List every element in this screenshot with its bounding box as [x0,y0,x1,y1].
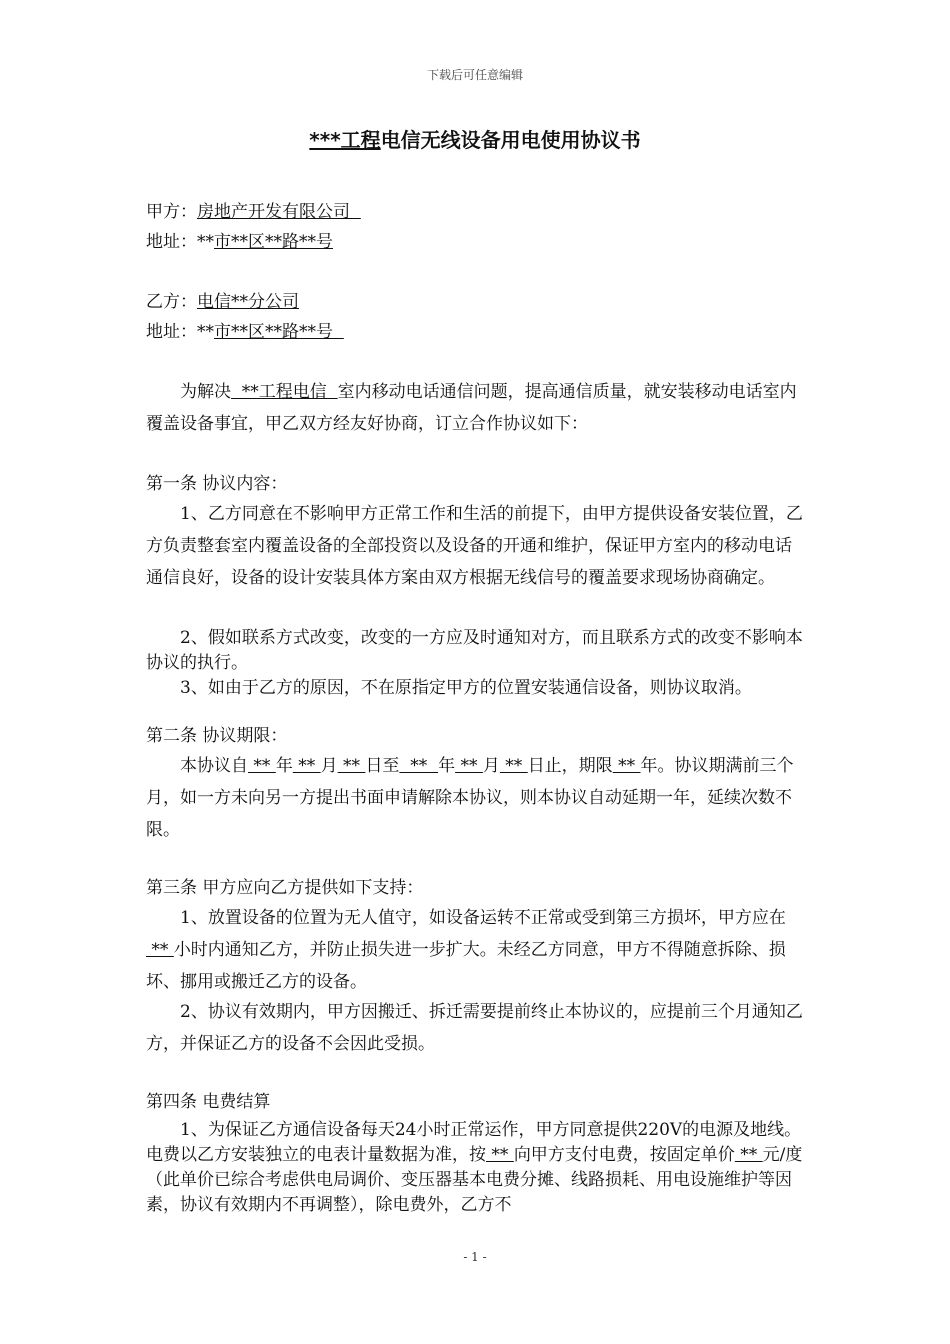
party-a-address: 市**区**路**号 [214,232,333,252]
article-2-heading: 第二条 协议期限： [146,726,288,746]
party-a-label: 甲方： [146,202,197,222]
art2-text: 日至 [365,756,400,776]
art4-blank-billing: ** [486,1145,514,1165]
art4-blank-unit-price: ** [734,1145,763,1165]
art2-text: 年 [275,756,293,776]
art2-blank-month-start: ** [292,756,321,776]
art2-blank-year-end: ** [399,756,439,776]
article-3-item-2: 2、协议有效期内，甲方因搬迁、拆迁需要提前终止本协议的，应提前三个月通知乙方，并保证乙方的设备不会因此受损。 [146,1002,803,1054]
party-b-address-label: 地址： [146,322,197,342]
party-a-address-line [146,230,816,254]
party-b-address-line [146,320,816,344]
article-1-item-2: 2、假如联系方式改变，改变的一方应及时通知对方，而且联系方式的改变不影响本协议的执行。 [146,628,803,673]
art2-text: 本协议自 [180,756,248,776]
article-1-heading: 第一条 协议内容： [146,474,288,494]
party-a-name: 房地产开发有限公司 [197,202,361,222]
article-2-body [146,750,808,846]
party-b-name: 电信**分公司 [197,292,299,312]
intro-paragraph [146,376,808,440]
art2-blank-term: ** [612,756,641,776]
art2-text: 年 [438,756,456,776]
art2-blank-month-end: ** [455,756,483,776]
party-a-address-label: 地址： [146,232,197,252]
art4-text: 1、为保证乙方通信设备每天24小时正常运作，甲方同意提供220V的电源及地线。电费以乙方安装独立的电表计量数据为准，按 [146,1120,802,1165]
document-title [0,124,950,153]
party-b-label: 乙方： [146,292,197,312]
party-b-line [146,290,816,314]
page-header: 下载后可任意编辑 [426,68,523,82]
art2-text: 日止，期限 [527,756,613,776]
art4-text: 元/度（此单价已综合考虑供电局调价、变压器基本电费分摊、线路损耗、用电设施维护等因素，协议有效期内不再调整），除电费外，乙方不 [146,1145,803,1215]
intro-post: 室内移动电话通信问题，提高通信质量，就安装移动电话室内覆盖设备事宜，甲乙双方经友好协商，订立合作协议如下： [146,382,797,434]
party-a-line [146,200,816,224]
art2-blank-day-end: ** [499,756,528,776]
article-1-item-1: 1、乙方同意在不影响甲方正常工作和生活的前提下，由甲方提供设备安装位置，乙方负责整套室内覆盖设备的全部投资以及设备的开通和维护，保证甲方室内的移动电话通信良好，设备的设计安装具体方案由双方根据无线信号的覆盖要求现场协商确定。 [146,504,803,588]
art2-blank-year-start: ** [248,756,276,776]
page-number: - 1 - [463,1250,487,1264]
art2-text: 月 [482,756,500,776]
art2-text: 月 [320,756,338,776]
art3-blank-hours: ** [146,940,174,960]
article-3-heading: 第三条 甲方应向乙方提供如下支持： [146,878,424,898]
party-a-address-prefix: ** [197,232,214,252]
party-b-address: 市**区**路**号 [214,322,344,342]
art3-text: 小时内通知乙方，并防止损失进一步扩大。未经乙方同意，甲方不得随意拆除、损坏、挪用或搬迁乙方的设备。 [146,940,786,992]
title-rest: 电信无线设备用电使用协议书 [380,128,641,152]
article-4-heading: 第四条 电费结算 [146,1092,271,1112]
title-prefix: ***工程 [309,128,381,152]
intro-project: **工程电信 [231,382,338,402]
article-3-item-1 [146,902,808,998]
art2-text: 年。协议期满前三个月，如一方未向另一方提出书面申请解除本协议，则本协议自动延期一年，延续次数不限。 [146,756,794,840]
intro-pre: 为解决 [180,382,231,402]
article-4-item-1 [146,1118,808,1218]
art4-text: 向甲方支付电费，按固定单价 [513,1145,735,1165]
art3-text: 1、放置设备的位置为无人值守，如设备运转不正常或受到第三方损坏，甲方应在 [180,908,786,928]
art2-blank-day-start: ** [337,756,366,776]
article-1-item-3: 3、如由于乙方的原因，不在原指定甲方的位置安装通信设备，则协议取消。 [180,678,752,698]
party-b-address-prefix: ** [197,322,214,342]
